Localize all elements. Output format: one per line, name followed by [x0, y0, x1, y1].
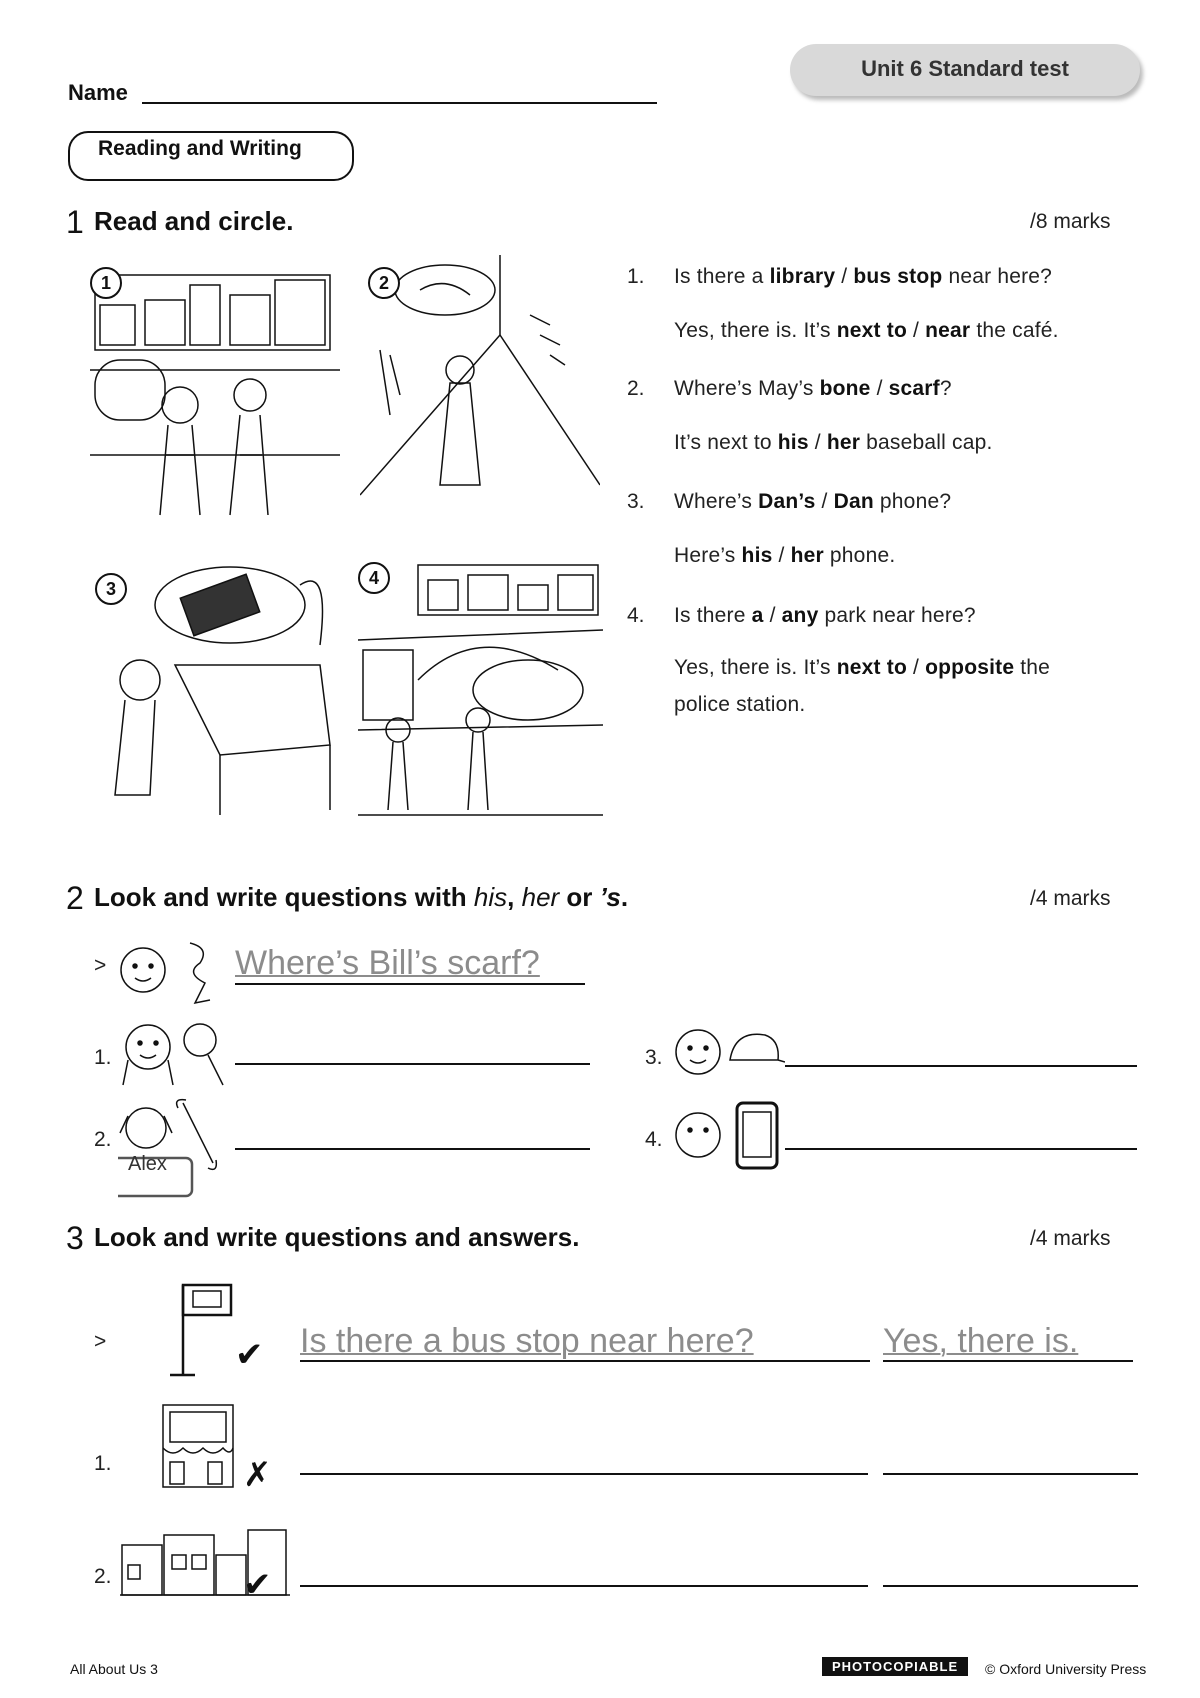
s3-example-answer: Yes, there is. — [883, 1322, 1079, 1360]
text-part: Here’s — [674, 544, 742, 567]
cafe-shop-icon — [158, 1400, 238, 1492]
s1-q2-number: 2. — [627, 377, 645, 400]
text-part: / — [907, 319, 926, 342]
section1-marks: /8 marks — [1030, 210, 1111, 233]
text-part: Where’s — [674, 490, 759, 513]
name-tag-alex: Alex — [128, 1153, 167, 1175]
text-part: / — [870, 377, 889, 400]
s1-q3-question — [674, 490, 951, 514]
name-label: Name — [68, 80, 128, 105]
text-part: Is there — [674, 604, 752, 627]
picture-1-street-scene — [90, 255, 340, 530]
option-library[interactable]: library — [769, 265, 836, 288]
picture-4-town-map — [358, 560, 603, 825]
title-s: ’s — [599, 882, 621, 912]
s1-q3-answer — [674, 544, 895, 568]
text-part: park near here? — [818, 604, 976, 627]
footer-book-title: All About Us 3 — [70, 1661, 158, 1677]
old-man-phone-icon — [670, 1100, 785, 1175]
s3-example-question: Is there a bus stop near here? — [300, 1322, 754, 1360]
section3-title: Look and write questions and answers. — [94, 1222, 580, 1252]
text-part: ? — [939, 377, 952, 400]
cross-icon: ✗ — [243, 1456, 272, 1494]
section1-number: 1 — [66, 204, 84, 240]
s1-q1-question — [674, 265, 1052, 289]
text-part: near here? — [942, 265, 1053, 288]
section3-number: 3 — [66, 1220, 84, 1256]
s1-q2-answer — [674, 431, 993, 455]
s3-item1-question-line[interactable] — [300, 1473, 868, 1475]
s3-example-answer-line — [883, 1360, 1133, 1362]
s2-example-marker: > — [94, 954, 107, 977]
option-his[interactable]: his — [777, 431, 809, 454]
text-part: phone? — [873, 490, 952, 513]
section2-number: 2 — [66, 880, 84, 916]
option-her[interactable]: her — [826, 431, 861, 454]
section3-marks: /4 marks — [1030, 1227, 1111, 1250]
picture-2-number: 2 — [368, 267, 400, 299]
option-a[interactable]: a — [751, 604, 764, 627]
s2-example-line — [235, 983, 585, 985]
s2-example-answer: Where’s Bill’s scarf? — [235, 944, 540, 982]
s2-item1-line[interactable] — [235, 1063, 590, 1065]
s3-example-question-line — [300, 1360, 870, 1362]
s3-item2-answer-line[interactable] — [883, 1585, 1138, 1587]
s3-item2-question-line[interactable] — [300, 1585, 868, 1587]
text-part: / — [808, 431, 827, 454]
text-part: / — [772, 544, 791, 567]
tick-icon: ✔ — [243, 1566, 272, 1604]
text-part: It’s next to — [674, 431, 778, 454]
girl-magnifier-icon — [118, 1015, 228, 1090]
picture-4-number: 4 — [358, 562, 390, 594]
section2-title — [94, 882, 628, 913]
s3-example-marker: > — [94, 1330, 107, 1353]
s2-item1-number: 1. — [94, 1046, 112, 1069]
s2-item3-line[interactable] — [785, 1065, 1137, 1067]
title-part: Look and write questions with — [94, 882, 474, 912]
option-dan[interactable]: Dan — [833, 490, 874, 513]
s1-q3-number: 3. — [627, 490, 645, 513]
section1-title: Read and circle. — [94, 206, 294, 236]
title-her: her — [521, 882, 560, 912]
picture-2-girl-room — [360, 255, 600, 530]
s1-q4-question — [674, 604, 976, 628]
text-part: / — [815, 490, 834, 513]
photocopiable-badge: PHOTOCOPIABLE — [822, 1657, 968, 1676]
option-her[interactable]: her — [790, 544, 824, 567]
text-part: Yes, there is. It’s — [674, 319, 837, 342]
option-next-to[interactable]: next to — [836, 656, 908, 679]
s1-q4-number: 4. — [627, 604, 645, 627]
picture-3-boy-bedroom — [90, 565, 340, 820]
s1-q4-answer — [674, 656, 1050, 680]
footer-copyright: © Oxford University Press — [985, 1661, 1147, 1677]
text-part: Yes, there is. It’s — [674, 656, 837, 679]
option-next-to[interactable]: next to — [836, 319, 908, 342]
s3-item1-answer-line[interactable] — [883, 1473, 1138, 1475]
s2-item2-line[interactable] — [235, 1148, 590, 1150]
s2-item4-number: 4. — [645, 1128, 663, 1151]
s2-item4-line[interactable] — [785, 1148, 1137, 1150]
boy-face-scarf-icon — [115, 938, 225, 1008]
text-part: Where’s May’s — [674, 377, 820, 400]
option-any[interactable]: any — [781, 604, 819, 627]
picture-3-number: 3 — [95, 573, 127, 605]
section-pill-label: Reading and Writing — [98, 137, 302, 160]
s2-item3-number: 3. — [645, 1046, 663, 1069]
tick-icon: ✔ — [235, 1336, 264, 1374]
s1-q2-question — [674, 377, 952, 401]
boy-cap-icon — [670, 1020, 785, 1085]
text-part: the café. — [970, 319, 1059, 342]
option-bone[interactable]: bone — [819, 377, 871, 400]
unit-badge: Unit 6 Standard test — [790, 44, 1140, 96]
s1-q1-answer — [674, 319, 1059, 343]
s1-q4-answer-line2: police station. — [674, 693, 806, 716]
option-his[interactable]: his — [741, 544, 773, 567]
title-part: , — [507, 882, 522, 912]
option-opposite[interactable]: opposite — [925, 656, 1015, 679]
text-part: the — [1014, 656, 1051, 679]
option-dans[interactable]: Dan’s — [758, 490, 816, 513]
text-part: baseball cap. — [860, 431, 993, 454]
text-part: Is there a — [674, 265, 770, 288]
s2-item2-number: 2. — [94, 1128, 112, 1151]
title-part: . — [620, 882, 629, 912]
s1-q1-number: 1. — [627, 265, 645, 288]
name-input-line[interactable] — [142, 102, 657, 104]
option-bus-stop[interactable]: bus stop — [853, 265, 943, 288]
text-part: phone. — [823, 544, 896, 567]
option-scarf[interactable]: scarf — [888, 377, 940, 400]
option-near[interactable]: near — [925, 319, 971, 342]
bus-stop-icon — [165, 1280, 235, 1380]
s3-item1-number: 1. — [94, 1452, 112, 1475]
title-part: or — [559, 882, 600, 912]
picture-1-number: 1 — [90, 267, 122, 299]
section2-marks: /4 marks — [1030, 887, 1111, 910]
section-pill — [68, 131, 354, 181]
text-part: / — [835, 265, 854, 288]
text-part: / — [763, 604, 782, 627]
title-his: his — [473, 882, 508, 912]
s3-item2-number: 2. — [94, 1565, 112, 1588]
text-part: / — [907, 656, 926, 679]
dog-bone-icon — [118, 1098, 228, 1198]
